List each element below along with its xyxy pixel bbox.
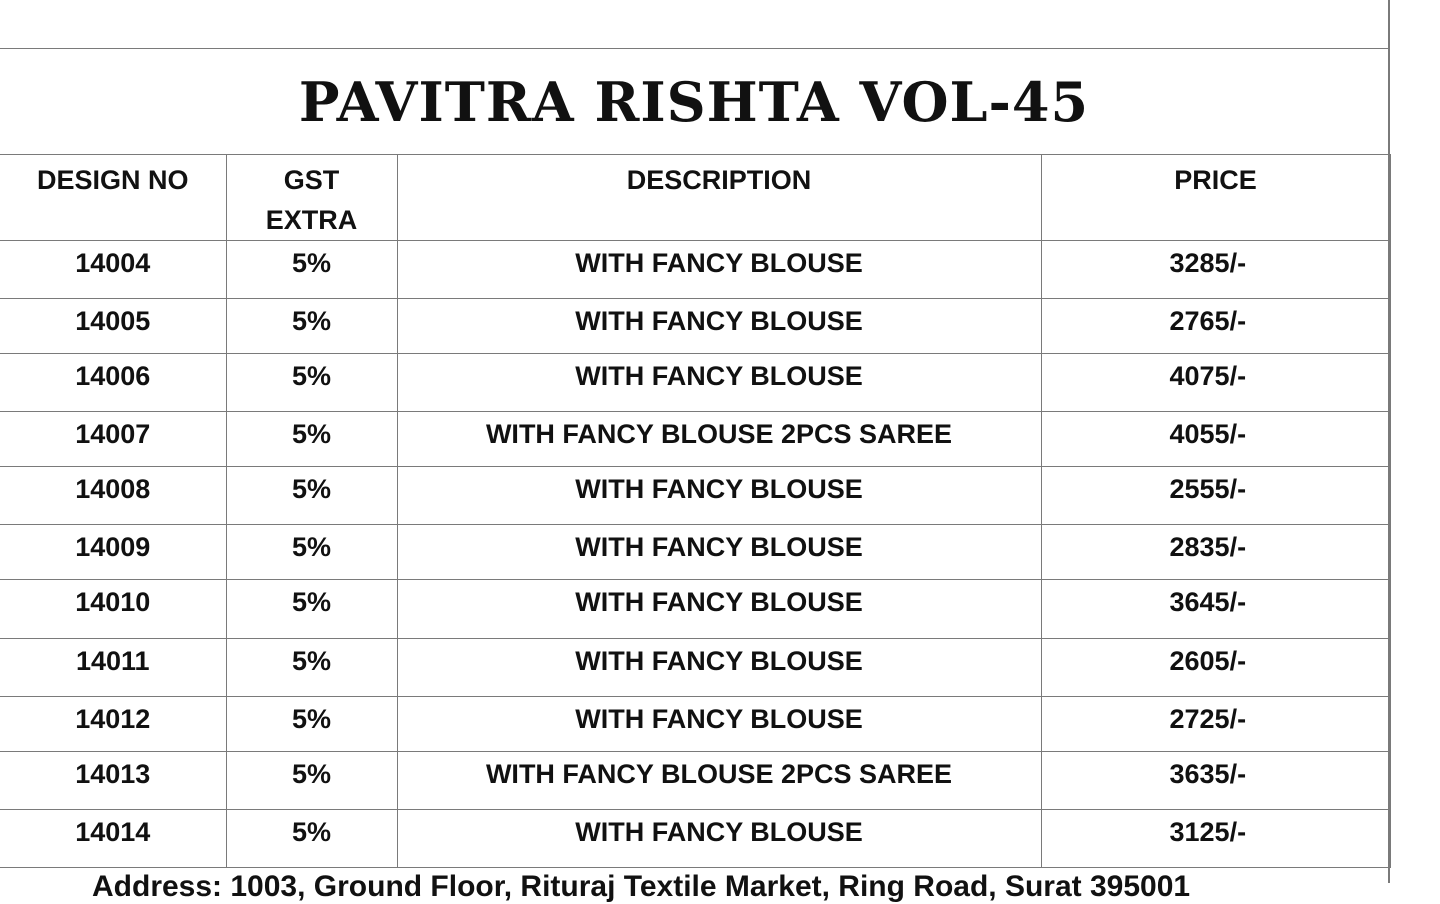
cell-design-no: 14010 xyxy=(0,580,226,639)
table-row xyxy=(0,467,1390,525)
footer-address xyxy=(0,864,1388,903)
table-header-row xyxy=(0,155,1390,241)
table-row xyxy=(0,810,1390,868)
cell-description: WITH FANCY BLOUSE xyxy=(397,525,1041,580)
table-row xyxy=(0,241,1390,299)
cell-description: WITH FANCY BLOUSE xyxy=(397,299,1041,354)
cell-design-no: 14012 xyxy=(0,697,226,752)
cell-gst: 5% xyxy=(226,412,397,467)
cell-design-no: 14006 xyxy=(0,354,226,412)
table-row xyxy=(0,697,1390,752)
table-row xyxy=(0,412,1390,467)
header-design-no: DESIGN NO xyxy=(0,155,226,241)
cell-gst: 5% xyxy=(226,752,397,810)
cell-gst: 5% xyxy=(226,525,397,580)
table-body xyxy=(0,241,1390,868)
cell-description: WITH FANCY BLOUSE xyxy=(397,354,1041,412)
cell-price: 2555/- xyxy=(1041,467,1390,525)
cell-design-no: 14014 xyxy=(0,810,226,868)
cell-description: WITH FANCY BLOUSE xyxy=(397,639,1041,697)
price-table xyxy=(0,154,1391,868)
cell-gst: 5% xyxy=(226,697,397,752)
cell-gst: 5% xyxy=(226,354,397,412)
cell-design-no: 14011 xyxy=(0,639,226,697)
cell-description: WITH FANCY BLOUSE 2PCS SAREE xyxy=(397,412,1041,467)
cell-price: 3125/- xyxy=(1041,810,1390,868)
cell-price: 2765/- xyxy=(1041,299,1390,354)
table-row xyxy=(0,354,1390,412)
cell-price: 2725/- xyxy=(1041,697,1390,752)
table-row xyxy=(0,525,1390,580)
table-row xyxy=(0,639,1390,697)
cell-gst: 5% xyxy=(226,299,397,354)
cell-price: 3635/- xyxy=(1041,752,1390,810)
table-row xyxy=(0,299,1390,354)
catalog-title: PAVITRA RISHTA VOL-45 xyxy=(298,70,1090,134)
table-row xyxy=(0,752,1390,810)
cell-price: 2835/- xyxy=(1041,525,1390,580)
cell-design-no: 14004 xyxy=(0,241,226,299)
cell-price: 4075/- xyxy=(1041,354,1390,412)
cell-price: 3645/- xyxy=(1041,580,1390,639)
header-price: PRICE xyxy=(1041,155,1390,241)
cell-description: WITH FANCY BLOUSE xyxy=(397,580,1041,639)
address-text: Address: 1003, Ground Floor, Rituraj Textile Market, Ring Road, Surat 395001 xyxy=(92,870,1191,903)
cell-design-no: 14005 xyxy=(0,299,226,354)
cell-description: WITH FANCY BLOUSE 2PCS SAREE xyxy=(397,752,1041,810)
header-gst-extra xyxy=(226,155,397,241)
cell-design-no: 14009 xyxy=(0,525,226,580)
cell-design-no: 14007 xyxy=(0,412,226,467)
cell-description: WITH FANCY BLOUSE xyxy=(397,697,1041,752)
cell-gst: 5% xyxy=(226,810,397,868)
cell-gst: 5% xyxy=(226,580,397,639)
cell-gst: 5% xyxy=(226,467,397,525)
cell-description: WITH FANCY BLOUSE xyxy=(397,467,1041,525)
cell-gst: 5% xyxy=(226,639,397,697)
header-gst-line1: GST xyxy=(283,165,340,195)
cell-price: 4055/- xyxy=(1041,412,1390,467)
header-gst-line2: EXTRA xyxy=(265,205,358,235)
cell-description: WITH FANCY BLOUSE xyxy=(397,810,1041,868)
header-description: DESCRIPTION xyxy=(397,155,1041,241)
top-rule xyxy=(0,48,1390,49)
table-row xyxy=(0,580,1390,639)
cell-design-no: 14013 xyxy=(0,752,226,810)
cell-design-no: 14008 xyxy=(0,467,226,525)
cell-price: 2605/- xyxy=(1041,639,1390,697)
cell-gst: 5% xyxy=(226,241,397,299)
cell-description: WITH FANCY BLOUSE xyxy=(397,241,1041,299)
cell-price: 3285/- xyxy=(1041,241,1390,299)
